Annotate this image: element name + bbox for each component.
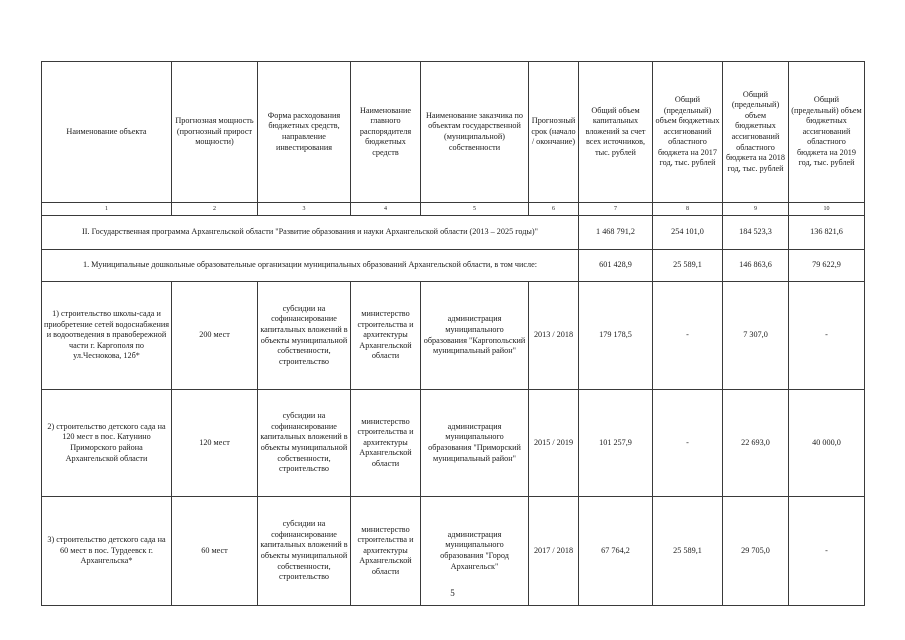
subtotal-2019: 79 622,9: [789, 250, 865, 282]
column-number: 7: [579, 203, 653, 216]
header-cell: Прогнозный срок (начало / окончание): [529, 62, 579, 203]
subtotal-name: 1. Муниципальные дошкольные образовательные организации муниципальных образований Архангельской области, в том числе:: [42, 250, 579, 282]
object-2017: -: [653, 282, 723, 390]
column-number: 10: [789, 203, 865, 216]
object-2019: -: [789, 282, 865, 390]
column-number: 8: [653, 203, 723, 216]
object-name: 3) строительство детского сада на 60 мест в пос. Турдеевск г. Архангельска*: [42, 497, 172, 606]
object-2017: -: [653, 390, 723, 497]
table-row: [42, 282, 865, 390]
object-2017: 25 589,1: [653, 497, 723, 606]
program-row: [42, 216, 865, 250]
program-name: II. Государственная программа Архангельской области "Развитие образования и науки Архангельской области (2013 – 2025 годы)": [42, 216, 579, 250]
object-term: 2015 / 2019: [529, 390, 579, 497]
object-2019: 40 000,0: [789, 390, 865, 497]
object-administrator: министерство строительства и архитектуры Архангельской области: [351, 390, 421, 497]
program-total: 1 468 791,2: [579, 216, 653, 250]
object-customer: администрация муниципального образования "Приморский муниципальный район": [421, 390, 529, 497]
object-total: 101 257,9: [579, 390, 653, 497]
subtotal-2017: 25 589,1: [653, 250, 723, 282]
program-2017: 254 101,0: [653, 216, 723, 250]
table-row: [42, 390, 865, 497]
header-cell: Общий (предельный) объем бюджетных ассигнований областного бюджета на 2018 год, тыс. рублей: [723, 62, 789, 203]
object-customer: администрация муниципального образования "Город Архангельск": [421, 497, 529, 606]
program-2019: 136 821,6: [789, 216, 865, 250]
object-form: субсидии на софинансирование капитальных вложений в объекты муниципальной собственности, строительство: [258, 390, 351, 497]
column-number-row: [42, 203, 865, 216]
page-number: 5: [450, 588, 455, 598]
object-name: 2) строительство детского сада на 120 мест в пос. Катунино Приморского района Архангельской области: [42, 390, 172, 497]
column-number: 6: [529, 203, 579, 216]
header-cell: Общий (предельный) объем бюджетных ассигнований областного бюджета на 2017 год, тыс. рублей: [653, 62, 723, 203]
object-name: 1) строительство школы-сада и приобретение сетей водоснабжения и водоотведения в правобережной части г. Каргополя по ул.Чеснокова, 12б*: [42, 282, 172, 390]
object-capacity: 200 мест: [172, 282, 258, 390]
subtotal-total: 601 428,9: [579, 250, 653, 282]
object-form: субсидии на софинансирование капитальных вложений в объекты муниципальной собственности, строительство: [258, 282, 351, 390]
column-number: 1: [42, 203, 172, 216]
object-customer: администрация муниципального образования "Каргопольский муниципальный район": [421, 282, 529, 390]
header-cell: Прогнозная мощность (прогнозный прирост мощности): [172, 62, 258, 203]
object-2018: 7 307,0: [723, 282, 789, 390]
object-form: субсидии на софинансирование капитальных вложений в объекты муниципальной собственности, строительство: [258, 497, 351, 606]
header-cell: Общий объем капитальных вложений за счет всех источников, тыс. рублей: [579, 62, 653, 203]
object-capacity: 120 мест: [172, 390, 258, 497]
column-number: 2: [172, 203, 258, 216]
header-cell: Наименование заказчика по объектам государственной (муниципальной) собственности: [421, 62, 529, 203]
header-cell: Наименование объекта: [42, 62, 172, 203]
object-total: 179 178,5: [579, 282, 653, 390]
header-cell: Наименование главного распорядителя бюджетных средств: [351, 62, 421, 203]
object-total: 67 764,2: [579, 497, 653, 606]
column-number: 9: [723, 203, 789, 216]
program-2018: 184 523,3: [723, 216, 789, 250]
object-administrator: министерство строительства и архитектуры Архангельской области: [351, 497, 421, 606]
object-capacity: 60 мест: [172, 497, 258, 606]
object-2019: -: [789, 497, 865, 606]
header-cell: Форма расходования бюджетных средств, направление инвестирования: [258, 62, 351, 203]
subtotal-2018: 146 863,6: [723, 250, 789, 282]
object-2018: 29 705,0: [723, 497, 789, 606]
object-term: 2017 / 2018: [529, 497, 579, 606]
table-header-row: [42, 62, 865, 203]
header-cell: Общий (предельный) объем бюджетных ассигнований областного бюджета на 2019 год, тыс. рублей: [789, 62, 865, 203]
object-2018: 22 693,0: [723, 390, 789, 497]
object-term: 2013 / 2018: [529, 282, 579, 390]
investment-table: [41, 61, 865, 606]
object-administrator: министерство строительства и архитектуры Архангельской области: [351, 282, 421, 390]
subtotal-row: [42, 250, 865, 282]
column-number: 3: [258, 203, 351, 216]
column-number: 4: [351, 203, 421, 216]
column-number: 5: [421, 203, 529, 216]
